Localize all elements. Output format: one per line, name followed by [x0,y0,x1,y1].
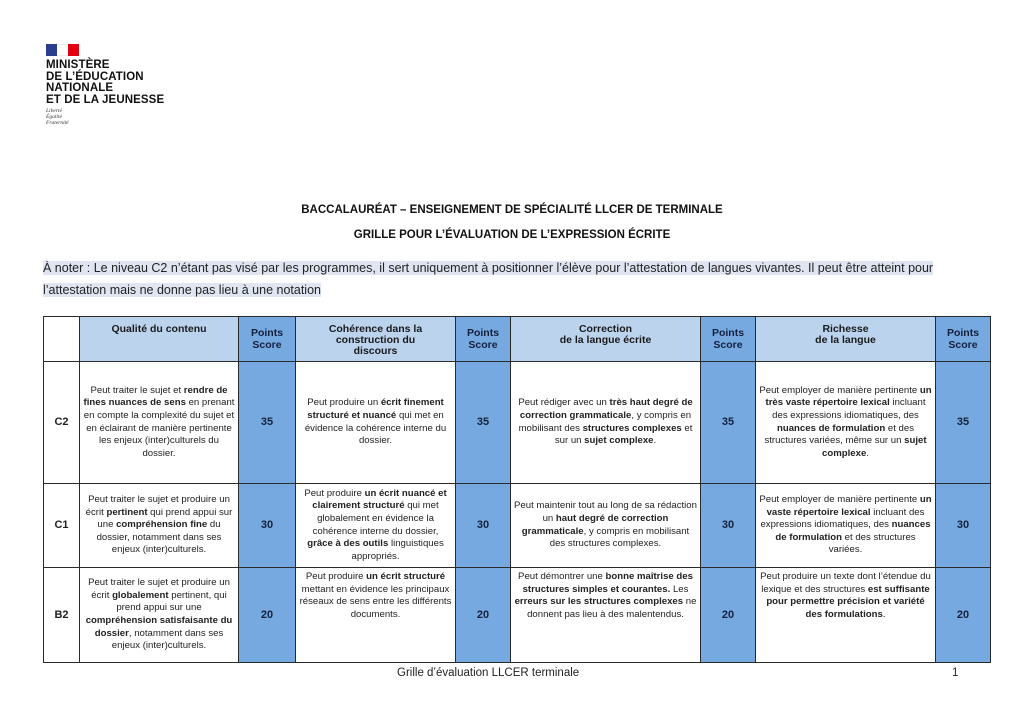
descriptor-text: incluant des expressions idiomatiques, des [772,397,926,421]
emphasis-text: est suffisante pour permettre précision et variété des formulations [766,583,930,620]
emphasis-text: haut degré de correction grammaticale [521,512,669,537]
emphasis-text: pertinent [106,506,148,518]
emphasis-text: un vaste répertoire lexical [766,494,932,518]
descriptor-text: du dossier, notamment dans ses enjeux (inter)culturels. [96,519,222,556]
descriptor-text: Peut traiter le sujet et produire un écrit [88,577,230,601]
header-content-quality: Qualité du contenu [80,317,239,362]
ministry-name: MINISTÈRE DE L’ÉDUCATION NATIONALE ET DE LA JEUNESSE [46,59,165,106]
descriptor-text: Peut produire [305,571,367,582]
french-flag-icon [46,44,79,56]
descriptor-text: . [653,435,657,447]
descriptor-text: Peut traiter le sujet et produire un écrit [85,494,230,518]
descriptor-text: , y compris en mobilisant des [518,409,692,434]
descriptor-cell [80,568,239,663]
descriptor-text: . [866,447,869,459]
header-points: Points Score [701,317,756,362]
emphasis-text: structures complexes [582,422,682,434]
descriptor-text: . [882,608,886,620]
descriptor-cell [296,362,456,484]
note-paragraph: À noter : Le niveau C2 n’étant pas visé par les programmes, il sert uniquement à positionner l’élève pour l’attestation de langues vivantes. Il peut être atteint pour l’attestation mais ne donne pas lieu à une notation [43,261,934,297]
descriptor-text: ne donnent pas lieu à des malentendus. [527,596,697,620]
header-row [44,317,991,362]
descriptor-text: linguistiques appropriés. [351,538,444,562]
descriptor-text: Peut traiter le sujet et [90,384,184,396]
header-coherence: Cohérence dans la construction du discours [296,317,456,362]
descriptor-cell [80,484,239,568]
emphasis-text: écrit finement structuré et nuancé [307,397,444,421]
table-row [44,568,991,663]
descriptor-text: et des structures variées. [828,531,916,556]
score-cell: 20 [936,568,991,663]
emphasis-text: nuances de formulation [775,519,931,543]
republic-motto: Liberté Égalité Fraternité [46,108,69,126]
emphasis-text: sujet complexe [822,435,927,459]
descriptor-text: et sur un [554,422,693,447]
table-row [44,484,991,568]
descriptor-text: , notamment dans ses enjeux (inter)culturels. [111,627,224,652]
descriptor-text: Peut produire un texte dont l’étendue du lexique et des structures [760,571,931,595]
descriptor-cell [511,484,701,568]
descriptor-text: qui met en évidence la cohérence interne du dossier. [304,409,447,447]
page-number: 1 [952,667,959,679]
emphasis-text: rendre de fines nuances de sens [83,384,228,409]
emphasis-text: un écrit nuancé et clairement structuré [312,487,447,512]
emphasis-text: un très vaste répertoire lexical [765,384,932,409]
descriptor-text: Peut produire [304,487,365,499]
descriptor-cell [80,362,239,484]
evaluation-grid [43,316,991,663]
score-cell: 30 [456,484,511,568]
descriptor-cell [296,484,456,568]
level-label: C1 [44,484,80,568]
score-cell: 20 [239,568,296,663]
descriptor-text: qui met globalement en évidence la cohérence interne du dossier, [312,500,439,537]
header-points: Points Score [456,317,511,362]
header-correction: Correction de la langue écrite [511,317,701,362]
score-cell: 35 [701,362,756,484]
descriptor-text: Peut employer de manière pertinente [759,384,920,396]
emphasis-text: compréhension fine [116,519,208,531]
corner-cell [44,317,80,362]
emphasis-text: très haut degré de correction grammaticale [519,397,693,421]
descriptor-text: , y compris en mobilisant des structures complexes. [549,525,690,550]
level-label: B2 [44,568,80,663]
descriptor-cell [756,362,936,484]
descriptor-text: Peut produire un [307,397,381,409]
descriptor-text: Peut employer de manière pertinente [759,494,920,506]
descriptor-text: Peut démontrer une [518,571,606,582]
score-cell: 30 [936,484,991,568]
descriptor-text: et des structures variées, même sur un [764,422,915,447]
document-subtitle: GRILLE POUR L’ÉVALUATION DE L’EXPRESSION ÉCRITE [353,229,671,241]
emphasis-text: sujet complexe [584,435,654,447]
descriptor-text: mettant en évidence les principaux réseaux de sens entre les différents documents. [299,583,452,620]
score-cell: 30 [701,484,756,568]
emphasis-text: grâce à des outils [307,538,389,550]
score-cell: 30 [239,484,296,568]
emphasis-text: un écrit structuré [366,571,446,582]
descriptor-text: pertinent, qui prend appui sur une [116,589,227,614]
descriptor-text: Peut maintenir tout au long de sa rédaction un [514,500,697,524]
document-title: BACCALAURÉAT – ENSEIGNEMENT DE SPÉCIALITÉ LLCER DE TERMINALE [301,204,723,216]
descriptor-text: Les [670,583,689,595]
emphasis-text: nuances de formulation [776,422,886,434]
emphasis-text: erreurs sur les structures complexes [514,596,684,608]
score-cell: 35 [936,362,991,484]
descriptor-cell [511,362,701,484]
page-footer: Grille d’évaluation LLCER terminale [397,667,580,679]
descriptor-text: Peut rédiger avec un [518,397,610,409]
table-row [44,362,991,484]
emphasis-text: globalement [112,589,169,601]
descriptor-cell [756,568,936,663]
header-points: Points Score [936,317,991,362]
emphasis-text: bonne maîtrise des structures simples et courantes. [522,571,693,595]
header-points: Points Score [239,317,296,362]
score-cell: 20 [701,568,756,663]
header-richness: Richesse de la langue [756,317,936,362]
level-label: C2 [44,362,80,484]
descriptor-text: qui prend appui sur une [97,506,233,531]
ministry-logo [46,44,164,126]
score-cell: 35 [239,362,296,484]
descriptor-cell [296,568,456,663]
descriptor-cell [511,568,701,663]
descriptor-text: incluant des expressions idiomatiques, des [760,506,925,531]
score-cell: 35 [456,362,511,484]
score-cell: 20 [456,568,511,663]
emphasis-text: compréhension satisfaisante du dossier [85,615,233,639]
descriptor-cell [756,484,936,568]
descriptor-text: en prenant en compte la complexité du sujet et en éclairant de manière pertinente les enjeux (inter)culturels du dossier. [83,397,235,459]
